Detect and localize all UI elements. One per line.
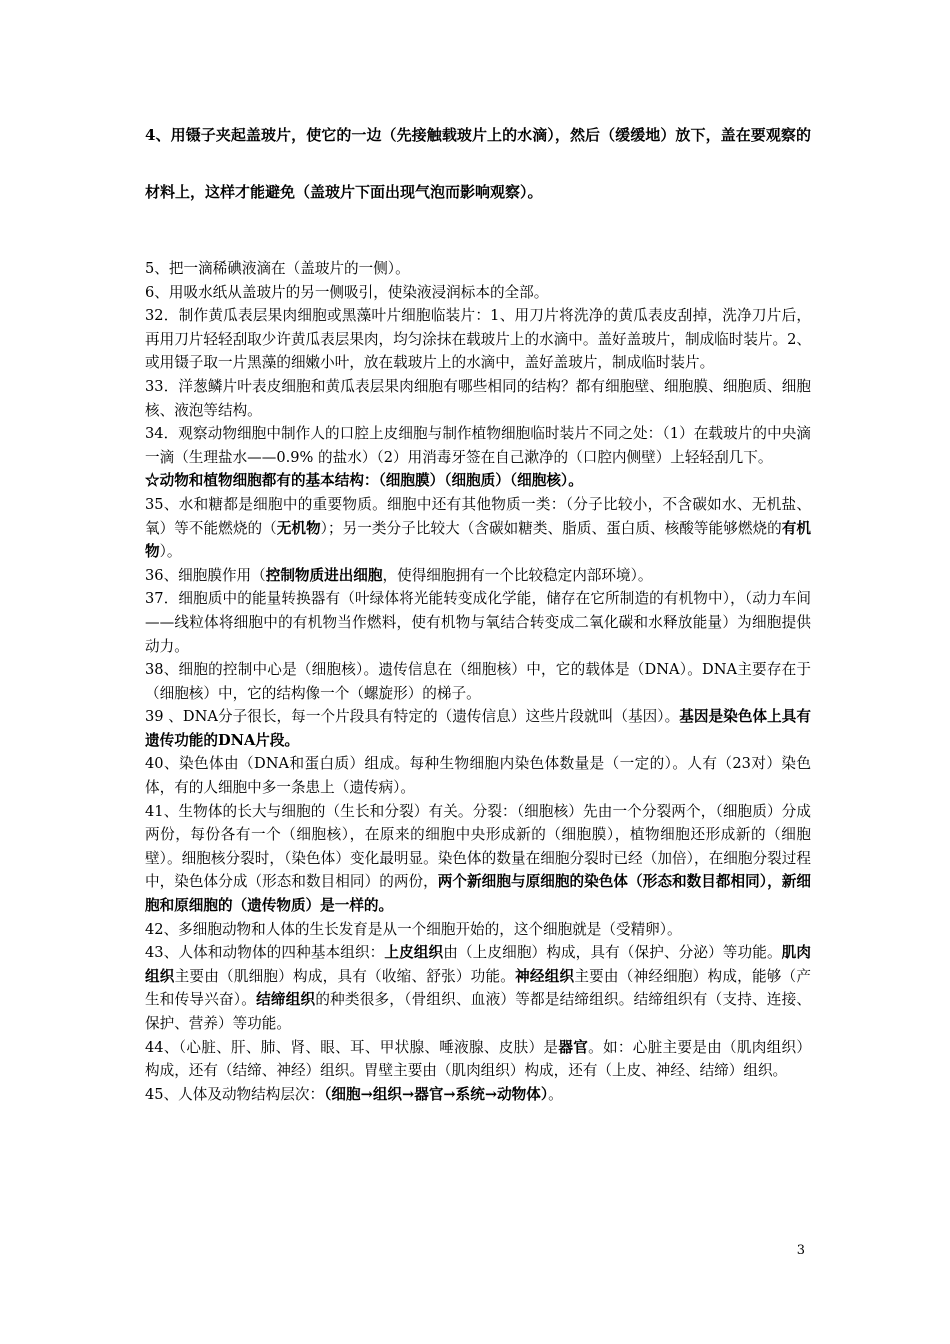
bold-text: 肌肉组织 bbox=[145, 944, 811, 985]
paragraph-34: 34．观察动物细胞中制作人的口腔上皮细胞与制作植物细胞临时装片不同之处：（1）在载玻片的中央滴一滴（生理盐水——0.9% 的盐水）（2）用消毒牙签在自己漱净的（口腔内侧壁）上轻轻刮几下。 bbox=[145, 425, 811, 466]
text-span: 45、人体及动物结构层次： bbox=[145, 1085, 325, 1103]
paragraph-37: 37．细胞质中的能量转换器有（叶绿体将光能转变成化学能，储存在它所制造的有机物中），（动力车间——线粒体将细胞中的有机物当作燃料，使有机物与氧结合转变成二氧化碳和水释放能量）为细胞提供动力。 bbox=[145, 590, 811, 655]
text-span: 。 bbox=[548, 1085, 563, 1103]
paragraph-33: 33．洋葱鳞片叶表皮细胞和黄瓜表层果肉细胞有哪些相同的结构？都有细胞壁、细胞膜、细胞质、细胞核、液泡等结构。 bbox=[145, 377, 811, 419]
bold-text: （细胞→组织→器官→系统→动物体） bbox=[324, 1085, 549, 1103]
paragraph-39 bbox=[145, 705, 811, 752]
paragraph-45 bbox=[145, 1083, 811, 1107]
paragraph-38: 38、细胞的控制中心是（细胞核）。遗传信息在（细胞核）中，它的载体是（DNA）。DNA主要存在于（细胞核）中，它的结构像一个（螺旋形）的梯子。 bbox=[145, 661, 811, 702]
paragraph-star bbox=[145, 469, 811, 493]
bold-text: 两个新细胞与原细胞的染色体（形态和数目都相同），新细胞和原细胞的（遗传物质）是一样的。 bbox=[145, 873, 811, 915]
bold-text: 基因是染色体上具有遗传功能的DNA片段。 bbox=[145, 708, 811, 749]
bold-text: 上皮组织 bbox=[384, 944, 444, 962]
bold-text: 控制物质进出细胞 bbox=[265, 566, 383, 584]
paragraph-35 bbox=[145, 493, 811, 564]
paragraph-6: 6、用吸水纸从盖玻片的另一侧吸引，使染液浸润标本的全部。 bbox=[145, 283, 549, 301]
text-span: 36、细胞膜作用（ bbox=[145, 566, 266, 584]
text-span: 。如：心脏主要是由（肌肉组织）构成，还有（结缔、神经）组织。胃壁主要由（肌肉组织）构成，还有（上皮、神经、结缔）组织。 bbox=[145, 1038, 811, 1080]
text-span: 的种类很多，（骨组织、血液）等都是结缔组织。结缔组织有（支持、连接、保护、营养）等功能。 bbox=[145, 991, 811, 1032]
paragraph-40: 40、染色体由（DNA和蛋白质）组成。每种生物细胞内染色体数量是（一定的）。人有（23对）染色体，有的人细胞中多一条患上（遗传病）。 bbox=[145, 755, 811, 797]
text-span: 44、（心脏、肝、肺、肾、眼、耳、甲状腺、唾液腺、皮肤）是 bbox=[145, 1038, 559, 1056]
text-span: 主要由（神经细胞）构成，能够（产生和传导兴奋）。 bbox=[145, 967, 811, 1009]
text-span: ）；另一类分子比较大（含碳如糖类、脂质、蛋白质、核酸等能够燃烧的 bbox=[320, 519, 782, 537]
text-span: 39 、DNA分子很长，每一个片段具有特定的（遗传信息）这些片段就叫（基因）。 bbox=[145, 708, 680, 726]
bold-text: 有机物 bbox=[145, 519, 811, 561]
paragraph-36 bbox=[145, 564, 811, 588]
text-span: 41、生物体的长大与细胞的（生长和分裂）有关。分裂：（细胞核）先由一个分裂两个，（细胞质）分成两份，每份各有一个（细胞核），在原来的细胞中央形成新的（细胞膜），植物细胞还形成新的（细胞壁）。细胞核分裂时，（染色体）变化最明显。染色体的数量在细胞分裂时已经（加倍），在细胞分裂过程中，染色体分成（形态和数目相同）的两份， bbox=[145, 802, 811, 891]
bold-text: 结缔组织 bbox=[256, 991, 316, 1009]
paragraph-41 bbox=[145, 800, 811, 918]
body-text bbox=[145, 257, 811, 1106]
paragraph-43 bbox=[145, 941, 811, 1035]
text-span: 43、人体和动物体的四种基本组织： bbox=[145, 944, 385, 962]
page-number: 3 bbox=[796, 1243, 805, 1258]
text-span: ）。 bbox=[159, 543, 182, 561]
bold-text: 神经组织 bbox=[515, 967, 575, 985]
text-span: ，使得细胞拥有一个比较稳定内部环境）。 bbox=[382, 566, 653, 584]
paragraph-5: 5、把一滴稀碘液滴在（盖玻片的一侧）。 bbox=[145, 260, 410, 277]
paragraph-4: 4、用镊子夹起盖玻片，使它的一边（先接触载玻片上的水滴），然后（缓缓地）放下，盖在要观察的材料上，这样才能避免（盖玻片下面出现气泡而影响观察）。 bbox=[145, 126, 811, 201]
paragraph-32: 32．制作黄瓜表层果肉细胞或黑藻叶片细胞临装片：1、用刀片将洗净的黄瓜表皮刮掉，洗净刀片后，再用刀片轻轻刮取少许黄瓜表层果肉，均匀涂抹在载玻片上的水滴中。盖好盖玻片，制成临时装片。2、或用镊子取一片黑藻的细嫩小叶，放在载玻片上的水滴中，盖好盖玻片，制成临时装片。 bbox=[145, 307, 812, 372]
text-span: 主要由（肌细胞）构成，具有（收缩、舒张）功能。 bbox=[174, 967, 516, 985]
bold-text: ☆动物和植物细胞都有的基本结构：（细胞膜）（细胞质）（细胞核）。 bbox=[145, 472, 583, 490]
text-span: 35、水和糖都是细胞中的重要物质。细胞中还有其他物质一类：（分子比较小，不含碳如水、无机盐、氧）等不能燃烧的（ bbox=[145, 495, 811, 537]
bold-text: 器官 bbox=[558, 1038, 589, 1056]
bold-text: 无机物 bbox=[276, 519, 321, 537]
paragraph-44 bbox=[145, 1036, 811, 1083]
paragraph-42: 42、多细胞动物和人体的生长发育是从一个细胞开始的，这个细胞就是（受精卵）。 bbox=[145, 920, 682, 938]
text-span: 由（上皮细胞）构成，具有（保护、分泌）等功能。 bbox=[443, 944, 782, 962]
